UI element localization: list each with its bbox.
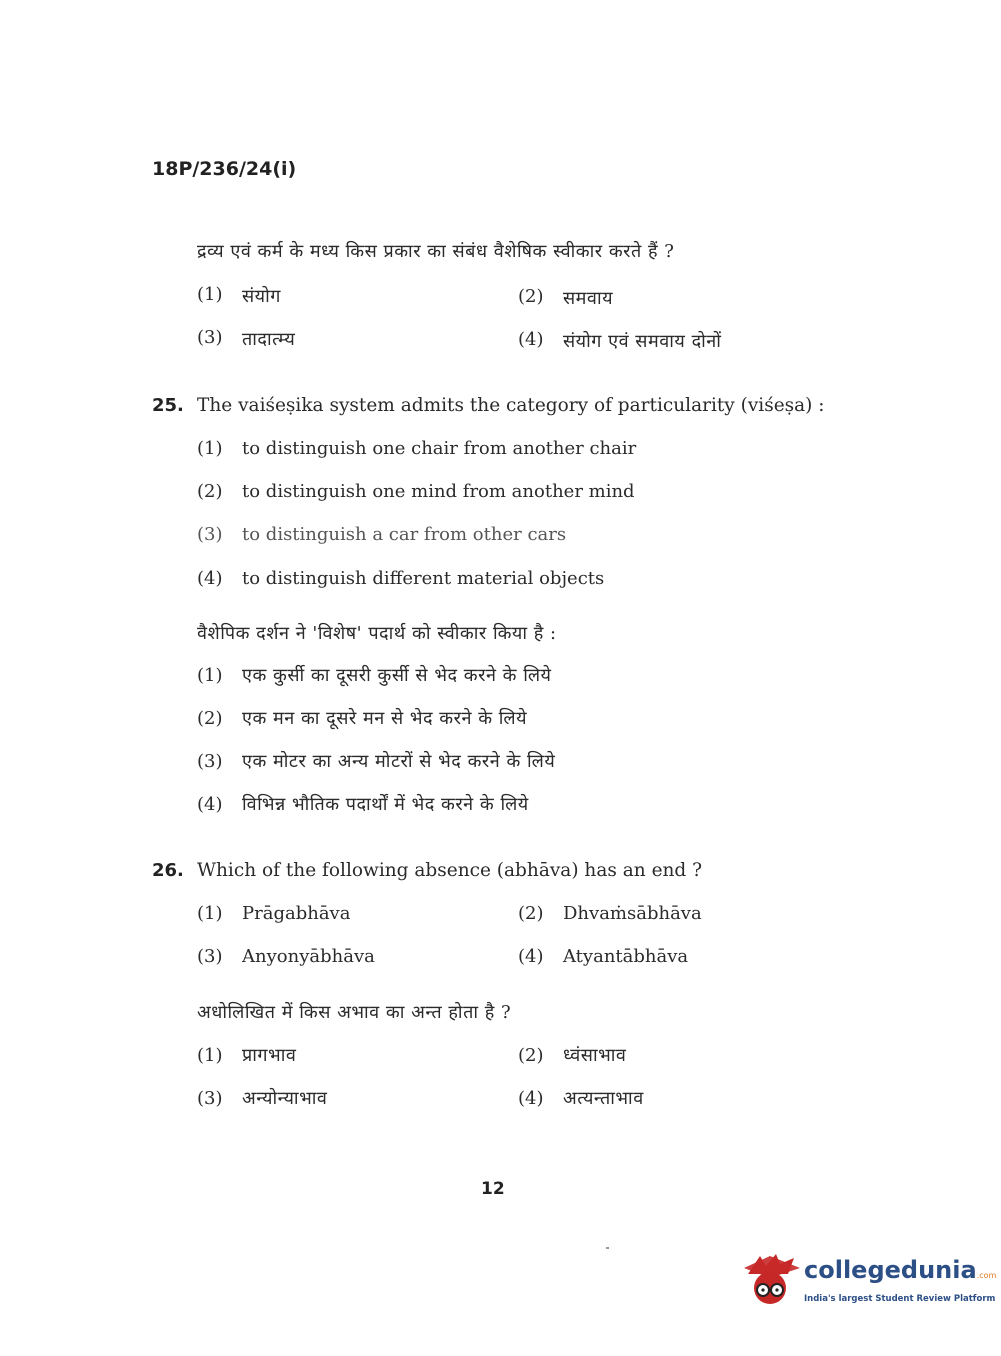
mascot-icon — [742, 1252, 802, 1312]
q24-hindi-option-1-num: (1) — [197, 284, 223, 305]
q26-option-1: Prāgabhāva — [242, 903, 351, 924]
q24-hindi-option-2-num: (2) — [518, 286, 544, 307]
scan-speck — [606, 1247, 609, 1249]
q25-hindi-option-3-num: (3) — [197, 751, 223, 772]
brand-suffix: .com — [976, 1271, 997, 1280]
q25-option-2-num: (2) — [197, 481, 223, 502]
q24-hindi-option-2: समवाय — [563, 288, 614, 309]
q25-hindi-option-2: एक मन का दूसरे मन से भेद करने के लिये — [242, 708, 528, 729]
q25-hindi-option-4-num: (4) — [197, 794, 223, 815]
q25-option-4: to distinguish different material objects — [242, 568, 605, 589]
q26-option-4: Atyantābhāva — [563, 946, 689, 967]
q24-hindi-option-3: तादात्म्य — [242, 329, 296, 350]
q24-hindi-option-3-num: (3) — [197, 327, 223, 348]
q25-option-1-num: (1) — [197, 438, 223, 459]
brand-name — [804, 1256, 996, 1284]
q25-hindi-option-2-num: (2) — [197, 708, 223, 729]
q26-question: Which of the following absence (abhāva) has an end ? — [197, 860, 703, 881]
q26-hindi-option-2: ध्वंसाभाव — [563, 1045, 627, 1066]
q26-hindi-option-1: प्रागभाव — [242, 1045, 297, 1066]
collegedunia-watermark — [742, 1252, 997, 1312]
q26-hindi-option-3-num: (3) — [197, 1088, 223, 1109]
q26-option-2-num: (2) — [518, 903, 544, 924]
q26-option-3: Anyonyābhāva — [242, 946, 375, 967]
paper-code: 18P/236/24(i) — [152, 158, 297, 180]
q26-option-2: Dhvaṁsābhāva — [563, 903, 702, 924]
q25-hindi-option-1: एक कुर्सी का दूसरी कुर्सी से भेद करने के लिये — [242, 665, 552, 686]
q26-option-3-num: (3) — [197, 946, 223, 967]
q25-number: 25. — [152, 395, 184, 416]
q25-option-1: to distinguish one chair from another chair — [242, 438, 637, 459]
q25-hindi-option-3: एक मोटर का अन्य मोटरों से भेद करने के लिये — [242, 751, 556, 772]
brand-tagline: India's largest Student Review Platform — [804, 1294, 996, 1304]
q26-option-4-num: (4) — [518, 946, 544, 967]
q26-hindi-option-4-num: (4) — [518, 1088, 544, 1109]
q24-hindi-option-1: संयोग — [242, 286, 281, 307]
q25-option-2: to distinguish one mind from another mind — [242, 481, 635, 502]
q26-hindi-option-4: अत्यन्ताभाव — [563, 1088, 644, 1109]
q24-hindi-question: द्रव्य एवं कर्म के मध्य किस प्रकार का संबंध वैशेषिक स्वीकार करते हैं ? — [197, 241, 675, 262]
q25-option-3: to distinguish a car from other cars — [242, 524, 567, 545]
q24-hindi-option-4: संयोग एवं समवाय दोनों — [563, 331, 722, 352]
q25-question: The vaiśeṣika system admits the category of particularity (viśeṣa) : — [197, 395, 825, 416]
q25-hindi-question: वैशेपिक दर्शन ने 'विशेष' पदार्थ को स्वीकार किया है : — [197, 623, 557, 644]
q25-option-4-num: (4) — [197, 568, 223, 589]
q26-hindi-question: अधोलिखित में किस अभाव का अन्त होता है ? — [197, 1002, 512, 1023]
q25-hindi-option-4: विभिन्न भौतिक पदार्थों में भेद करने के लिये — [242, 794, 529, 815]
q26-hindi-option-3: अन्योन्याभाव — [242, 1088, 328, 1109]
q26-hindi-option-1-num: (1) — [197, 1045, 223, 1066]
q24-hindi-option-4-num: (4) — [518, 329, 544, 350]
q26-option-1-num: (1) — [197, 903, 223, 924]
brand-wordmark: collegedunia — [804, 1256, 977, 1284]
q25-hindi-option-1-num: (1) — [197, 665, 223, 686]
q25-option-3-num: (3) — [197, 524, 223, 545]
q26-hindi-option-2-num: (2) — [518, 1045, 544, 1066]
q26-number: 26. — [152, 860, 184, 881]
page-number: 12 — [481, 1179, 505, 1199]
